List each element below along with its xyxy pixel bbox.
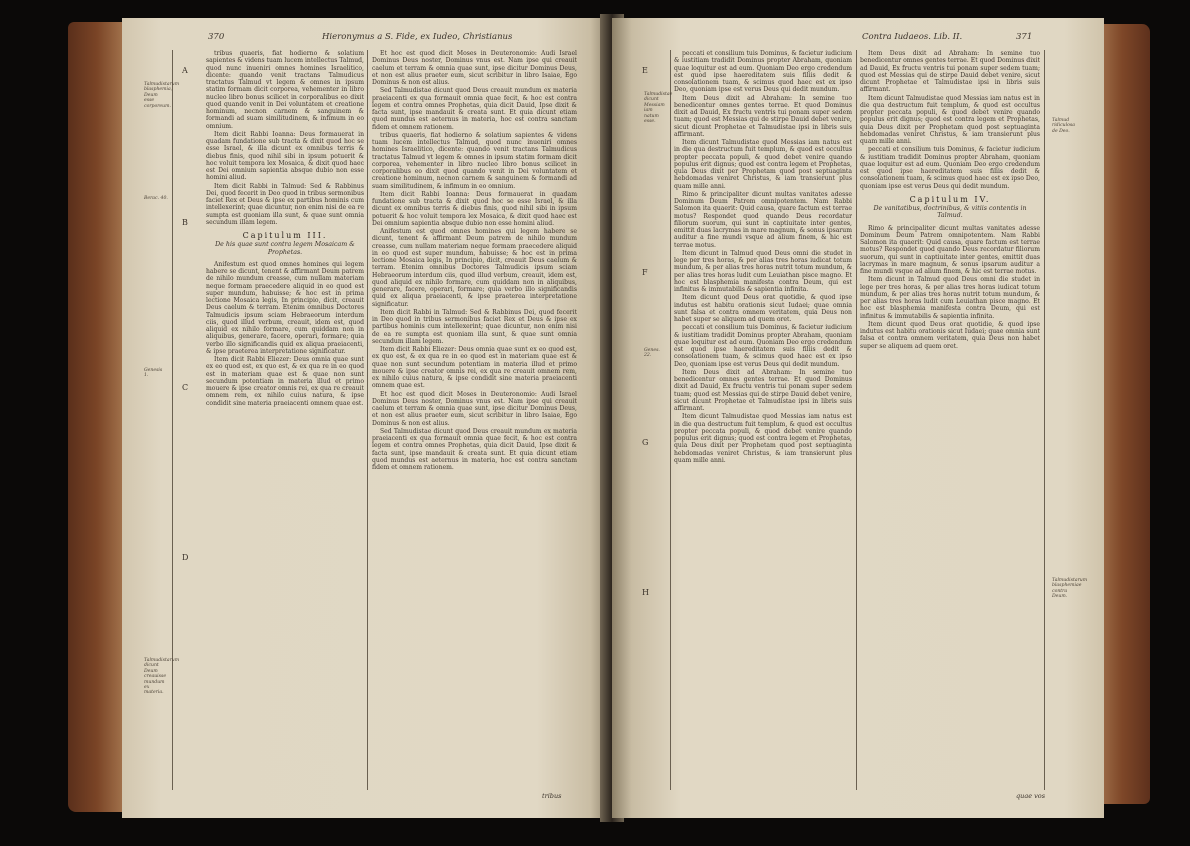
right-page: [612, 18, 1104, 818]
right-paragraph: Item dicunt in Talmud quod Deus omni die studet in lege per tres horas, & per alias tres horas iudicat totum mundum, & per alias tres horas nutrit totum mundum, & per alias tres horas ludit cum Leuiathan pisce magno. Et hoc est blasphemia manifesta contra Deum, qui est infinitus & immutabilis & sapientia infinita.: [674, 249, 852, 293]
right-paragraph: Item Deus dixit ad Abraham: In semine tuo benedicentur omnes gentes terrae. Et quod Dominus dixit ad Dauid, Ex fructu ventris tui ponam super sedem tuam; quod est Messias qui de stirpe Dauid debet venire, sicut dicunt Prophetae et Talmudistae ipsi in libris suis affirmant.: [860, 50, 1040, 94]
right-paragraph: Item dicunt in Talmud quod Deus omni die studet in lege per tres horas, & per alias tres horas iudicat totum mundum, & per alias tres horas nutrit totum mundum, & per alias tres horas ludit cum Leuiathan pisce magno. Et hoc est blasphemia manifesta contra Deum, qui est infinitus & immutabilis & sapientia infinita.: [860, 276, 1040, 320]
left-margin-note-2: Berac. 40.: [144, 196, 168, 201]
right-paragraph: Item dicunt Talmudistae quod Messias iam natus est in die qua destructum fuit templum, & quod est occultus propter peccata populi, & quod debet venire quando populus erit dignus; quod est contra legem et Prophetas, quia Deus dixit per Prophetam quod post septuaginta hebdomadas veniret Christus, & iam transierunt plus quam mille anni.: [674, 139, 852, 190]
right-margin-letter-e: E: [642, 66, 648, 75]
left-paragraph: Item dicit Rabbi Ioanna: Deus formauerat in quadam fundatione sub tracta & dixit quod hoc se esse Israel, & illa dicunt ex omnibus terris & diebus finis, quod nihil sibi in ipsum potuerit & hoc voluit tempora lex Mosaica, & dixit quod haec est Dei omnium sapientia absque dubio non esse homini aliud.: [372, 190, 577, 227]
left-paragraph: Item dicit Rabbi Eliezer: Deus omnia quae sunt ex eo quod est, ex quo est, & ex qua re in eo quod est in materiam quae est & quae non sunt secundum potentiam in materia illud et primo mouere & ipse creator omnis rei, ex qua re creauit omnem rem, ex nihilo cuius natura, & ipse condidit sine materia praeiacenti omnem quae est.: [206, 356, 364, 407]
left-paragraph: Item dicit Rabbi Eliezer: Deus omnia quae sunt ex eo quod est, ex quo est, & ex qua re in eo quod est in materiam quae est & quae non sunt secundum potentiam in materia illud et primo mouere & ipse creator omnis rei, ex qua re creauit omnem rem, ex nihilo cuius natura, & ipse condidit sine materia praeiacenti omnem quae est.: [372, 346, 577, 390]
right-margin-rule-right: [1044, 50, 1045, 790]
right-column-1: [674, 50, 852, 790]
right-margin-note-2: Genes. 22.: [644, 348, 660, 359]
left-running-head: Hieronymus a S. Fide, ex Iudeo, Christianus: [322, 32, 513, 42]
right-running-head: Contra Iudaeos. Lib. II.: [862, 32, 963, 42]
left-paragraph: Anifestum est quod omnes homines qui legem habere se dicunt, tenent & affirmant Deum patrem de nihilo mundum creasse, cum nullam materiam neque formam praecedere aliquid in eo quod est super mundum, habuisse; & hoc est in prima lectione Mosaica legis, In principio, dicit, creauit Deus caelum & terram. Etenim omnibus Doctores Talmudicis ipsum sciam Hebraeorum interdum ciis, quod illud verbum, creauit, idem est, quod aliquid ex nihilo formare, cum quiddam non in aliquibus, generare, facere, operari, formare; quia verbo illo significandis quid ex aliqua praeiacenti, & ipse praeterea interpretatione significatur.: [372, 228, 577, 308]
right-margin-rule-left: [670, 50, 671, 790]
right-paragraph: Item Deus dixit ad Abraham: In semine tuo benedicentur omnes gentes terrae. Et quod Dominus dixit ad Dauid, Ex fructu ventris tui ponam super sedem tuam; quod est Messias qui de stirpe Dauid debet venire, sicut dicunt Prophetae et Talmudistae ipsi in libris suis affirmant.: [674, 94, 852, 138]
left-paragraph: Sed Talmudistae dicunt quod Deus creauit mundum ex materia praeiacenti ex qua formauit omnia quae fecit, & hoc est contra legem et contra omnes Prophetas, quia dicit Dauid, Ipse dixit & facta sunt, ipse mandauit & creata sunt. Et quia dicunt etiam quod mundus est aeternus in materia, hoc est contra sanctam fidem et omnem rationem.: [372, 427, 577, 471]
left-paragraph: Et hoc est quod dicit Moses in Deuteronomio: Audi Israel Dominus Deus noster, Dominus vnus est. Nam ipse qui creauit caelum et terram & omnia quae sunt, ipse dicitur Dominus Deus, et non est alius praeter eum, sicut scribitur in libro Isaiae, Ego Dominus & non est alius.: [372, 390, 577, 427]
right-paragraph: peccati et consilium tuis Dominus, & facietur iudicium & iustitiam tradidit Dominus propter Abraham, quoniam quae loquitur est ad eum. Quoniam Deo ergo credendum est quod ipse haereditatem suis filiis dedit & consolationem tuam, & scimus quod haec est ex ipso Deo, quoniam ipse est verus Deus qui dedit mundum.: [674, 50, 852, 94]
left-paragraph: Sed Talmudistae dicunt quod Deus creauit mundum ex materia praeiacenti ex qua formauit omnia quae fecit, & hoc est contra legem et contra omnes Prophetas, quia dicit Dauid, Ipse dixit & facta sunt, ipse mandauit & creata sunt. Et quia dicunt etiam quod mundus est aeternus in materia, hoc est contra sanctam fidem et omnem rationem.: [372, 87, 577, 131]
left-folio: 370: [208, 32, 225, 42]
left-chapter-subtitle: De his quae sunt contra legem Mosaicam & Prophetas.: [215, 241, 355, 256]
right-paragraph: peccati et consilium tuis Dominus, & facietur iudicium & iustitiam tradidit Dominus propter Abraham, quoniam quae loquitur est ad eum. Quoniam Deo ergo credendum est quod ipse haereditatem suis filiis dedit & consolationem tuam, & scimus quod haec est ex ipso Deo, quoniam ipse est verus Deus qui dedit mundum.: [674, 324, 852, 368]
left-margin-note-1: Talmudistarum blasphemia, Deum esse corporeum.: [144, 82, 180, 109]
right-margin-note-3: Talmud ridiculosa de Deo.: [1052, 118, 1075, 134]
right-margin-letter-g: G: [642, 438, 649, 447]
right-margin-note-1: Talmudistae dicunt Messiam iam natum esse.: [644, 92, 673, 125]
right-paragraph: Rimo & principaliter dicunt multas vanitates adesse Dominum Deum Patrem omnipotentem. Nam Rabbi Salomon ita quaerit: Quid causa, quare factum est terrae motus? Respondet quod quando Deus recordatur filiorum suorum, qui sunt in captiuitate inter gentes, emittit duas lacrymas in mare magnum, & sonus ipsarum auditur a fine mundi vsque ad alium finem, & hic est terrae motus.: [860, 224, 1040, 275]
right-paragraph: Item dicunt Talmudistae quod Messias iam natus est in die qua destructum fuit templum, & quod est occultus propter peccata populi, & quod debet venire quando populus erit dignus; quod est contra legem et Prophetas, quia Deus dixit per Prophetam quod post septuaginta hebdomadas veniret Christus, & iam transierunt plus quam mille anni.: [674, 413, 852, 464]
right-paragraph: Item dicunt quod Deus orat quotidie, & quod ipse indutus est habitu orationis sicut Iudaei; quae omnia sunt falsa et contra omnem veritatem, quia Deus non habet super se aliquem ad quem oret.: [860, 320, 1040, 350]
right-chapter-subtitle: De vanitatibus, doctrinibus, & vitiis contentis in Talmud.: [873, 205, 1027, 220]
left-paragraph: Et hoc est quod dicit Moses in Deuteronomio: Audi Israel Dominus Deus noster, Dominus vnus est. Nam ipse qui creauit caelum et terram & omnia quae sunt, ipse dicitur Dominus Deus, et non est alius praeter eum, sicut scribitur in libro Isaiae, Ego Dominus & non est alius.: [372, 50, 577, 86]
left-column-1: [206, 50, 364, 790]
left-column-rule: [367, 50, 368, 790]
left-margin-letter-b: B: [182, 218, 188, 227]
left-paragraph: Item dicit Rabbi in Talmud: Sed & Rabbinus Dei, quod fecerit in Deo quod in tribus sermonibus faciet Rex et Deus & ipse ex partibus hominis cum intellexerint; quae dicuntur, non enim nisi de ea re sumpta est quoniam illa sunt, & quae sunt omnia secundum illam legem.: [372, 308, 577, 345]
left-paragraph: Anifestum est quod omnes homines qui legem habere se dicunt, tenent & affirmant Deum patrem de nihilo mundum creasse, cum nullam materiam neque formam praecedere aliquid in eo quod est super mundum, habuisse; & hoc est in prima lectione Mosaica legis, In principio, dicit, creauit Deus caelum & terram. Etenim omnibus Doctores Talmudicis ipsum sciam Hebraeorum interdum ciis, quod illud verbum, creauit, idem est, quod aliquid ex nihilo formare, cum quiddam non in aliquibus, generare, facere, operari, formare; quia verbo illo significandis quid ex aliqua praeiacenti, & ipse praeterea interpretatione significatur.: [206, 260, 364, 355]
right-chapter-title: Capitulum IV.: [909, 194, 991, 204]
right-column-2: [860, 50, 1040, 790]
right-folio: 371: [1016, 32, 1033, 42]
left-paragraph: Item dicit Rabbi Ioanna: Deus formauerat in quadam fundatione sub tracta & dixit quod hoc se esse Israel, & illa dicunt ex omnibus terris & diebus finis, quod nihil sibi in ipsum potuerit & hoc voluit tempora lex Mosaica, & dixit quod haec est Dei omnium sapientia absque dubio non esse homini aliud.: [206, 130, 364, 182]
left-chapter-title: Capitulum III.: [242, 231, 328, 240]
right-paragraph: Rimo & principaliter dicunt multas vanitates adesse Dominum Deum Patrem omnipotentem. Nam Rabbi Salomon ita quaerit: Quid causa, quare factum est terrae motus? Respondet quod quando Deus recordatur filiorum suorum, qui sunt in captiuitate inter gentes, emittit duas lacrymas in mare magnum, & sonus ipsarum auditur a fine mundi vsque ad alium finem, & hic est terrae motus.: [674, 190, 852, 249]
right-margin-letter-f: F: [642, 268, 648, 277]
right-margin-letter-h: H: [642, 588, 649, 597]
right-margin-note-4: Talmudistarum blasphemiae contra Deum.: [1052, 578, 1088, 600]
right-paragraph: peccati et consilium tuis Dominus, & facietur iudicium & iustitiam tradidit Dominus propter Abraham, quoniam quae loquitur est ad eum. Quoniam Deo ergo credendum est quod ipse haereditatem suis filiis dedit & consolationem tuam, & scimus quod haec est ex ipso Deo, quoniam ipse est verus Deus qui dedit mundum.: [860, 146, 1040, 190]
right-paragraph: Item dicunt Talmudistae quod Messias iam natus est in die qua destructum fuit templum, & quod est occultus propter peccata populi, & quod debet venire quando populus erit dignus; quod est contra legem et Prophetas, quia Deus dixit per Prophetam quod post septuaginta hebdomadas veniret Christus, & iam transierunt plus quam mille anni.: [860, 94, 1040, 145]
left-margin-letter-c: C: [182, 383, 189, 392]
left-paragraph: tribus quaeris, fiat hodierno & solatium sapientes & videns tuam lucem intellectus Talmud, quod nunc inueniri omnes homines Israelitico, dicente: quando venit tractans Talmudicus tractatus Talmud vt legem & omnes in ipsum statim formam dicit corporea, vehementer in libro nucleo libro bonus scilicet in corporalibus eo dixit quod quando venit in Dei voluntatem et creatione hominum, necnon carnem & sanguinem & formandi ad suam similitudinem, & infimum in eo omnium.: [372, 131, 577, 190]
left-catchword: tribus: [542, 792, 562, 800]
right-paragraph: Item Deus dixit ad Abraham: In semine tuo benedicentur omnes gentes terrae. Et quod Dominus dixit ad Dauid, Ex fructu ventris tui ponam super sedem tuam; quod est Messias qui de stirpe Dauid debet venire, sicut dicunt Prophetae et Talmudistae ipsi in libris suis affirmant.: [674, 368, 852, 412]
left-page: [122, 18, 610, 818]
left-margin-letter-d: D: [182, 553, 189, 562]
left-margin-note-3: Genesis 1.: [144, 368, 163, 379]
left-paragraph: tribus quaeris, fiat hodierno & solatium sapientes & videns tuam lucem intellectus Talmud, quod nunc inueniri omnes homines Israelitico, dicente: quando venit tractans Talmudicus tractatus Talmud vt legem & omnes in ipsum statim formam dicit corporea, vehementer in libro nucleo libro bonus scilicet in corporalibus eo dixit quod quando venit in Dei voluntatem et creatione hominum, necnon carnem & sanguinem & formandi ad suam similitudinem, & infimum in eo omnium.: [206, 50, 364, 130]
right-column-rule: [856, 50, 857, 790]
left-paragraph: Item dicit Rabbi in Talmud: Sed & Rabbinus Dei, quod fecerit in Deo quod in tribus sermonibus faciet Rex et Deus & ipse ex partibus hominis cum intellexerint; quae dicuntur, non enim nisi de ea re sumpta est quoniam illa sunt, & quae sunt omnia secundum illam legem.: [206, 182, 364, 226]
right-catchword: quae vos: [1016, 792, 1046, 800]
right-paragraph: Item dicunt quod Deus orat quotidie, & quod ipse indutus est habitu orationis sicut Iudaei; quae omnia sunt falsa et contra omnem veritatem, quia Deus non habet super se aliquem ad quem oret.: [674, 294, 852, 323]
left-margin-note-4: Talmudistarum dicunt Deum creauisse mundum ex materia.: [144, 658, 180, 696]
left-margin-rule: [172, 50, 173, 790]
left-margin-letter-a: A: [182, 66, 188, 75]
left-column-2: [372, 50, 577, 790]
